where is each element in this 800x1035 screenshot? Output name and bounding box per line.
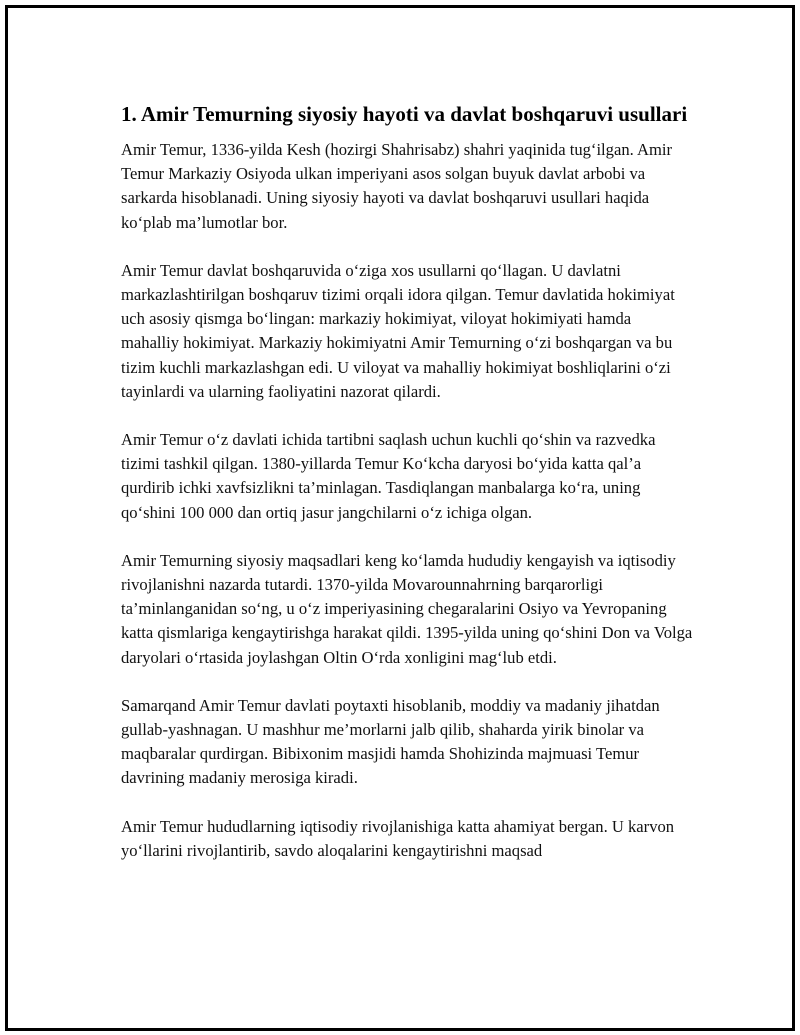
paragraph-3: Amir Temur o‘z davlati ichida tartibni saqlash uchun kuchli qo‘shin va razvedka tizimi tashkil qilgan. 1380-yillarda Temur Ko‘kcha daryosi bo‘yida katta qal’a qurdirib ichki xavfsizlikni ta’minlagan. Tasdiqlangan manbalarga ko‘ra, uning qo‘shini 100 000 dan ortiq jasur jangchilarni o‘z ichiga olgan. [121,430,656,522]
paragraph-5: Samarqand Amir Temur davlati poytaxti hisoblanib, moddiy va madaniy jihatdan gullab-yashnagan. U mashhur me’morlarni jalb qilib, shaharda yirik binolar va maqbaralar qurdirgan. Bibixonim masjidi hamda Shohizinda majmuasi Temur davrining madaniy merosiga kiradi. [121,695,660,788]
paragraph-6: Amir Temur hududlarning iqtisodiy rivojlanishiga katta ahamiyat bergan. U karvon yo‘llarini rivojlantirib, savdo aloqalarini kengaytirishni maqsad [121,816,675,860]
paragraph-2: Amir Temur davlat boshqaruvida o‘ziga xos usullarni qo‘llagan. U davlatni markazlashtirilgan boshqaruv tizimi orqali idora qilgan. Temur davlatida hokimiyat uch asosiy qismga bo‘lingan: markaziy hokimiyat, viloyat hokimiyati hamda mahalliy hokimiyat. Markaziy hokimiyatni Amir Temurning o‘zi boshqargan va bu tizim kuchli markazlashgan edi. U viloyat va mahalliy hokimiyat boshliqlarini o‘zi tayinlardi va ularning faoliyatini nazorat qilardi. [121,260,675,401]
paragraph-4: Amir Temurning siyosiy maqsadlari keng ko‘lamda hududiy kengayish va iqtisodiy rivojlanishni nazarda tutardi. 1370-yilda Movarounnahrning barqarorligi ta’minlanganidan so‘ng, u o‘z imperiyasining chegaralarini Osiyo va Yevropaning katta qismlariga kengaytirishga harakat qildi. 1395-yilda uning qo‘shini Don va Volga daryolari o‘rtasida joylashgan Oltin O‘rda xonligini mag‘lub etdi. [121,550,693,667]
page-frame [5,5,795,1031]
paragraph-1: Amir Temur, 1336-yilda Kesh (hozirgi Shahrisabz) shahri yaqinida tug‘ilgan. Amir Temur Markaziy Osiyoda ulkan imperiyani asos solgan buyuk davlat arbobi va sarkarda hisoblanadi. Uning siyosiy hayoti va davlat boshqaruvi usullari haqida ko‘plab ma’lumotlar bor. [121,140,673,232]
document-body [121,100,693,887]
document-title: 1. Amir Temurning siyosiy hayoti va davlat boshqaruvi usullari [121,102,688,126]
